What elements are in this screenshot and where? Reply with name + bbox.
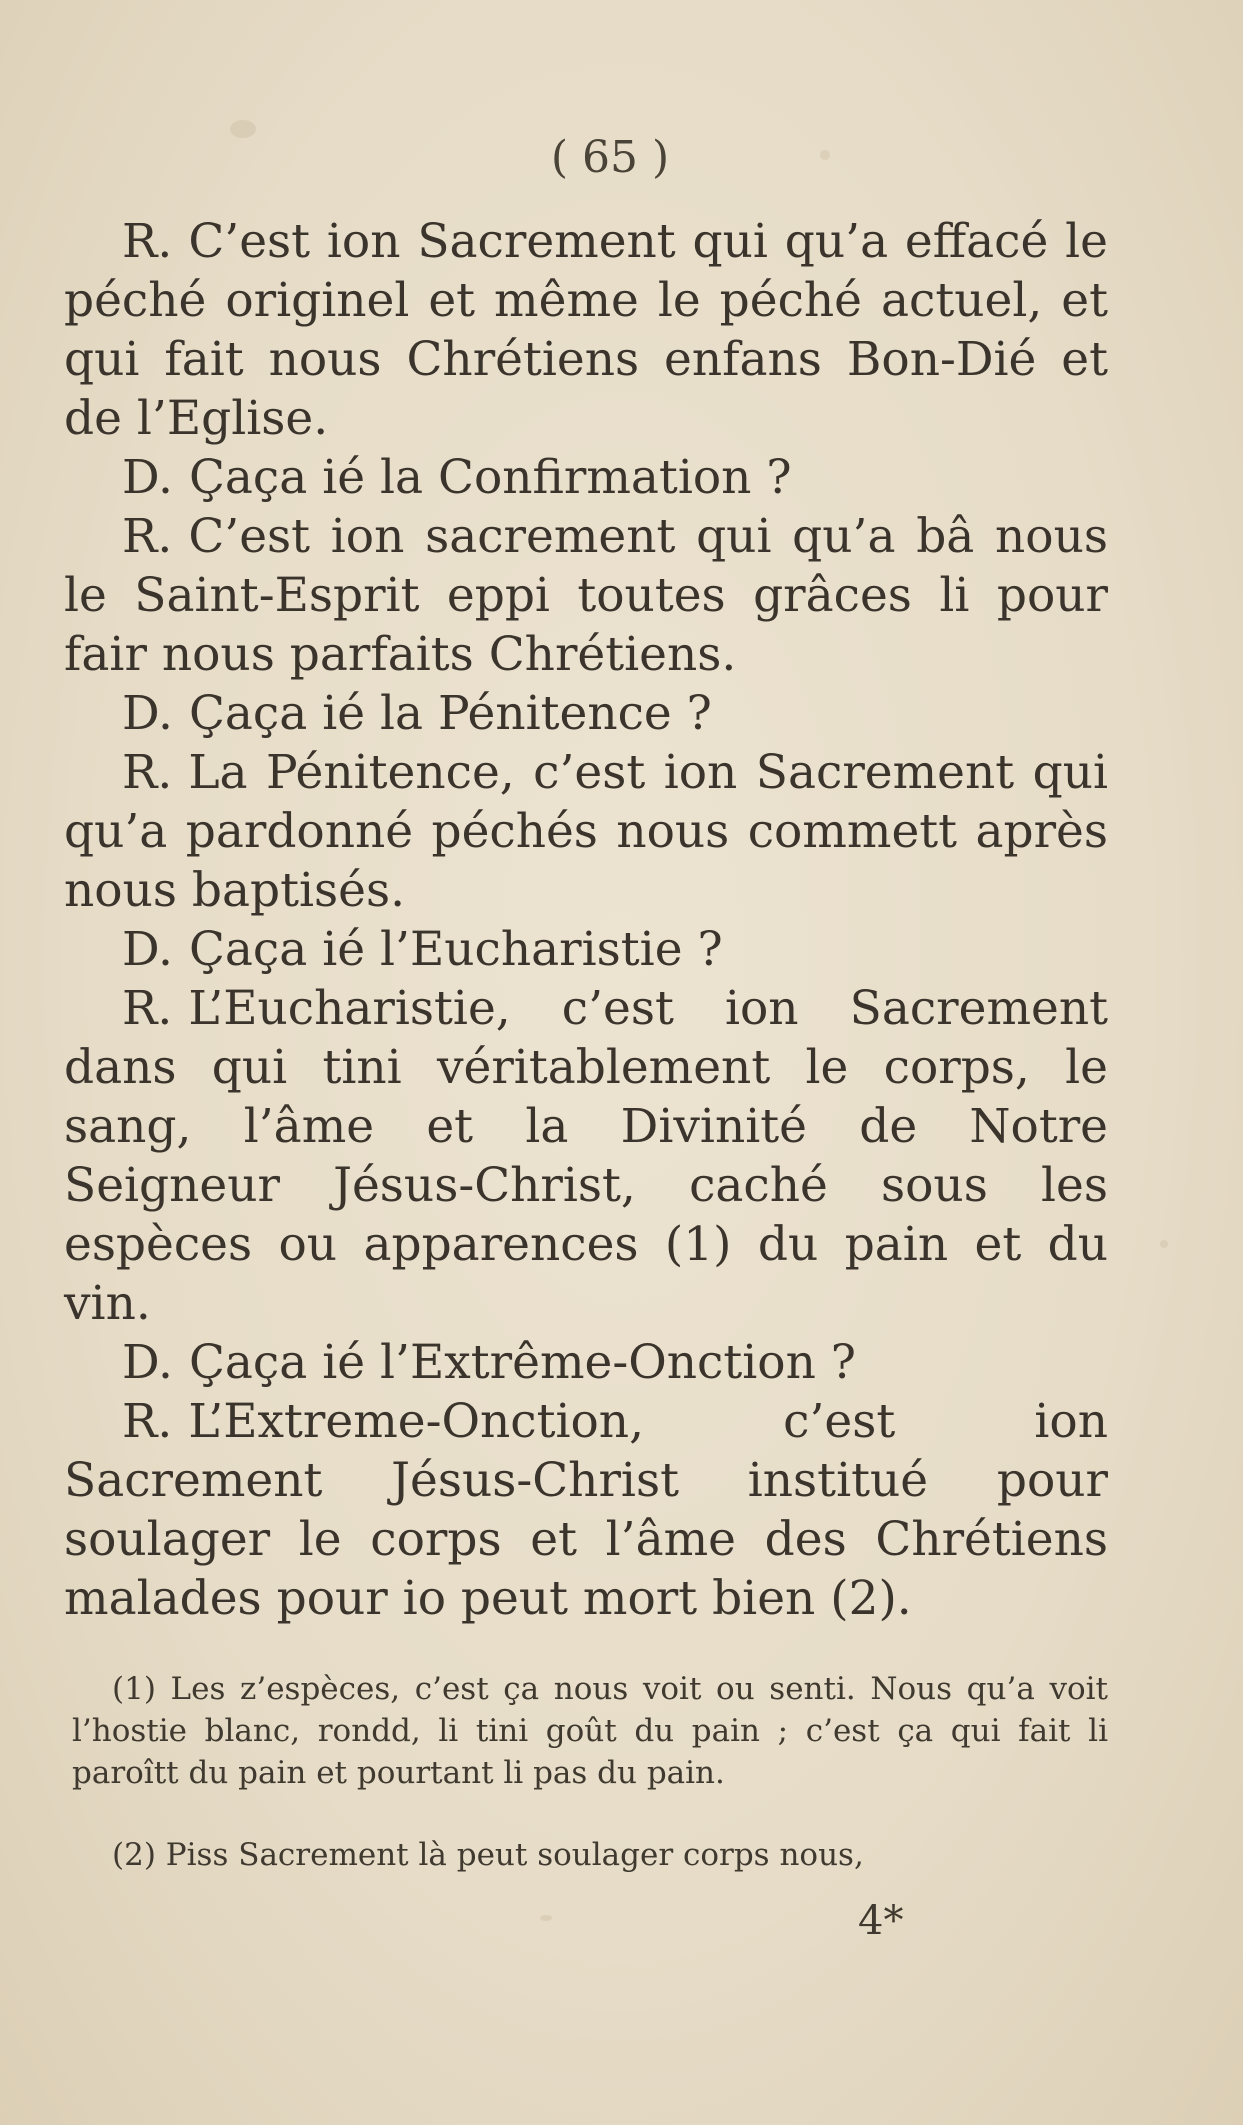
question-paragraph bbox=[64, 684, 1108, 743]
speaker-label: D. bbox=[122, 922, 173, 977]
paragraph-text: L’Extreme-Onction, c’est ion Sacrement Jésus-Christ institué pour soulager le corps et l’âme des Chrétiens malades pour io peut mort bien (2). bbox=[64, 1394, 1108, 1626]
paragraph-text: Çaça ié l’Extrême-Onction ? bbox=[188, 1335, 856, 1390]
catechism-text bbox=[64, 212, 1108, 1628]
speaker-label: D. bbox=[122, 686, 173, 741]
speaker-label: R. bbox=[122, 214, 173, 269]
footnote: (2) Piss Sacrement là peut soulager corps nous, bbox=[112, 1837, 864, 1873]
paragraph-text: C’est ion Sacrement qui qu’a effacé le péché originel et même le péché actuel, et qui fait nous Chrétiens enfans Bon-Dié et de l’Eglise. bbox=[64, 214, 1108, 446]
speaker-label: R. bbox=[122, 1394, 173, 1449]
answer-paragraph bbox=[64, 507, 1108, 684]
question-paragraph bbox=[64, 1333, 1108, 1392]
speaker-label: R. bbox=[122, 509, 173, 564]
answer-paragraph bbox=[64, 212, 1108, 448]
question-paragraph bbox=[64, 920, 1108, 979]
footnotes bbox=[72, 1668, 1108, 1916]
speaker-label: D. bbox=[122, 450, 173, 505]
footnote: (1) Les z’espèces, c’est ça nous voit ou senti. Nous qu’a voit l’hostie blanc, rondd, li tini goût du pain ; c’est ça qui fait li paroîtt du pain et pourtant li pas du pain. bbox=[72, 1671, 1108, 1791]
page-number: ( 65 ) bbox=[550, 132, 670, 183]
paragraph-text: C’est ion sacrement qui qu’a bâ nous le Saint-Esprit eppi toutes grâces li pour fair nous parfaits Chrétiens. bbox=[64, 509, 1108, 682]
speaker-label: R. bbox=[122, 981, 173, 1036]
paragraph-text: L’Eucharistie, c’est ion Sacrement dans qui tini véritablement le corps, le sang, l’âme et la Divinité de Notre Seigneur Jésus-Christ, caché sous les espèces ou apparences (1) du pain et du vin. bbox=[64, 981, 1108, 1331]
speaker-label: R. bbox=[122, 745, 173, 800]
speaker-label: D. bbox=[122, 1335, 173, 1390]
answer-paragraph bbox=[64, 979, 1108, 1333]
paragraph-text: Çaça ié la Confirmation ? bbox=[188, 450, 792, 505]
paragraph-text: La Pénitence, c’est ion Sacrement qui qu’a pardonné péchés nous commett après nous baptisés. bbox=[64, 745, 1108, 918]
signature-mark: 4* bbox=[858, 1898, 904, 1944]
answer-paragraph bbox=[64, 743, 1108, 920]
paragraph-text: Çaça ié la Pénitence ? bbox=[188, 686, 712, 741]
question-paragraph bbox=[64, 448, 1108, 507]
answer-paragraph bbox=[64, 1392, 1108, 1628]
paragraph-text: Çaça ié l’Eucharistie ? bbox=[188, 922, 723, 977]
